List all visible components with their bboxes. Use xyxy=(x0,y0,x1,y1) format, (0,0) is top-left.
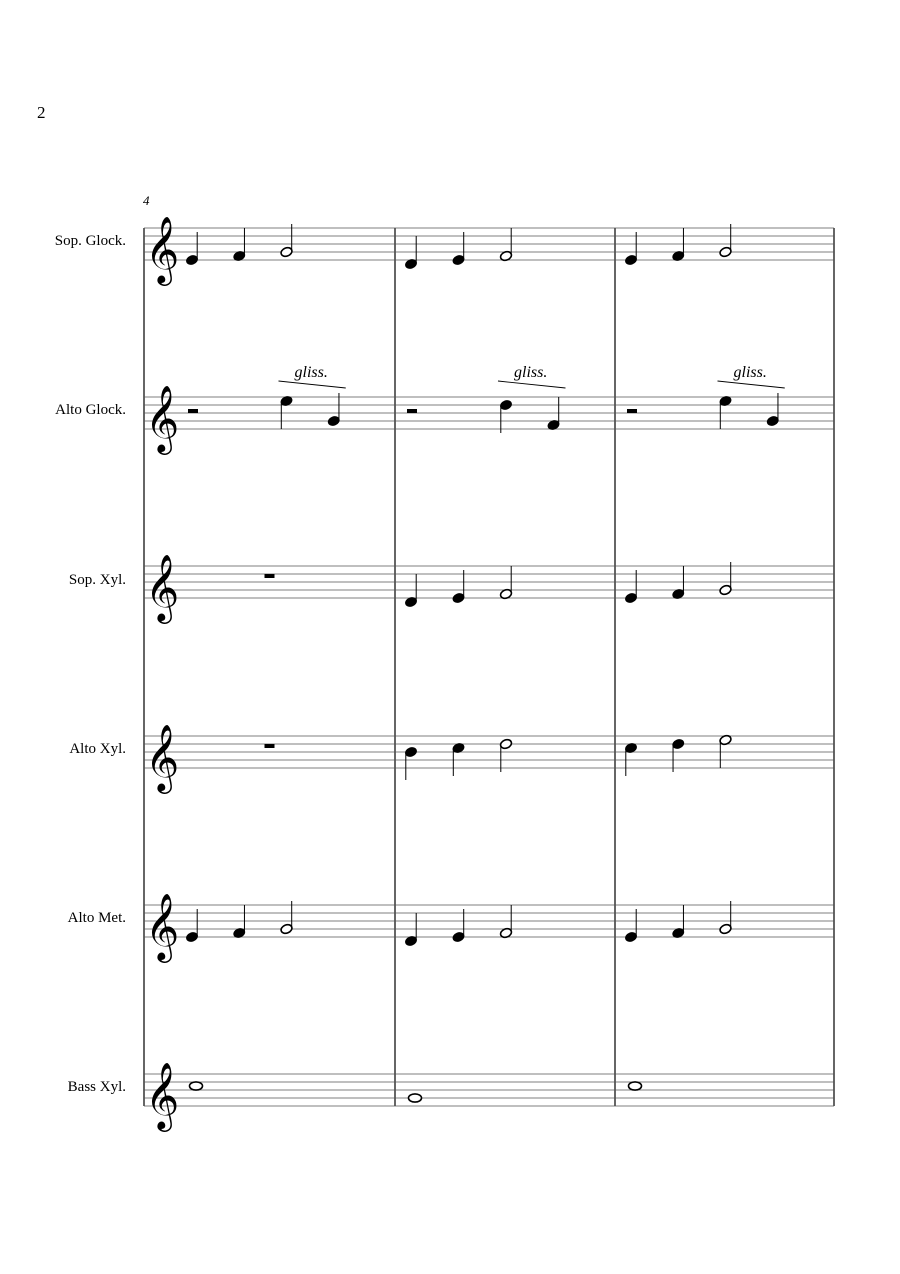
whole-rest xyxy=(265,744,275,748)
half-rest xyxy=(188,409,198,413)
measure-number: 4 xyxy=(143,193,150,208)
gliss-line xyxy=(279,381,346,388)
gliss-line xyxy=(718,381,785,388)
treble-clef-icon: 𝄞 xyxy=(145,723,180,791)
instrument-label-alto-xyl: Alto Xyl. xyxy=(69,741,126,757)
treble-clef-icon: 𝄞 xyxy=(145,215,180,283)
treble-clef-icon: 𝄞 xyxy=(145,1061,180,1129)
gliss-label: gliss. xyxy=(733,364,767,381)
gliss-label: gliss. xyxy=(514,364,548,381)
note-head xyxy=(190,1082,203,1090)
instrument-label-sop-xyl: Sop. Xyl. xyxy=(68,572,126,588)
half-rest xyxy=(627,409,637,413)
gliss-line xyxy=(498,381,566,388)
instrument-label-alto-glock: Alto Glock. xyxy=(55,402,126,418)
treble-clef-icon: 𝄞 xyxy=(145,553,180,621)
instrument-label-bass-xyl: Bass Xyl. xyxy=(67,1079,126,1095)
note-head xyxy=(409,1094,422,1102)
instrument-label-sop-glock: Sop. Glock. xyxy=(54,233,126,249)
page-number: 2 xyxy=(37,103,46,122)
half-rest xyxy=(407,409,417,413)
note-head xyxy=(629,1082,642,1090)
treble-clef-icon: 𝄞 xyxy=(145,384,180,452)
gliss-label: gliss. xyxy=(294,364,328,381)
treble-clef-icon: 𝄞 xyxy=(145,892,180,960)
instrument-label-alto-met: Alto Met. xyxy=(67,910,126,926)
whole-rest xyxy=(265,574,275,578)
